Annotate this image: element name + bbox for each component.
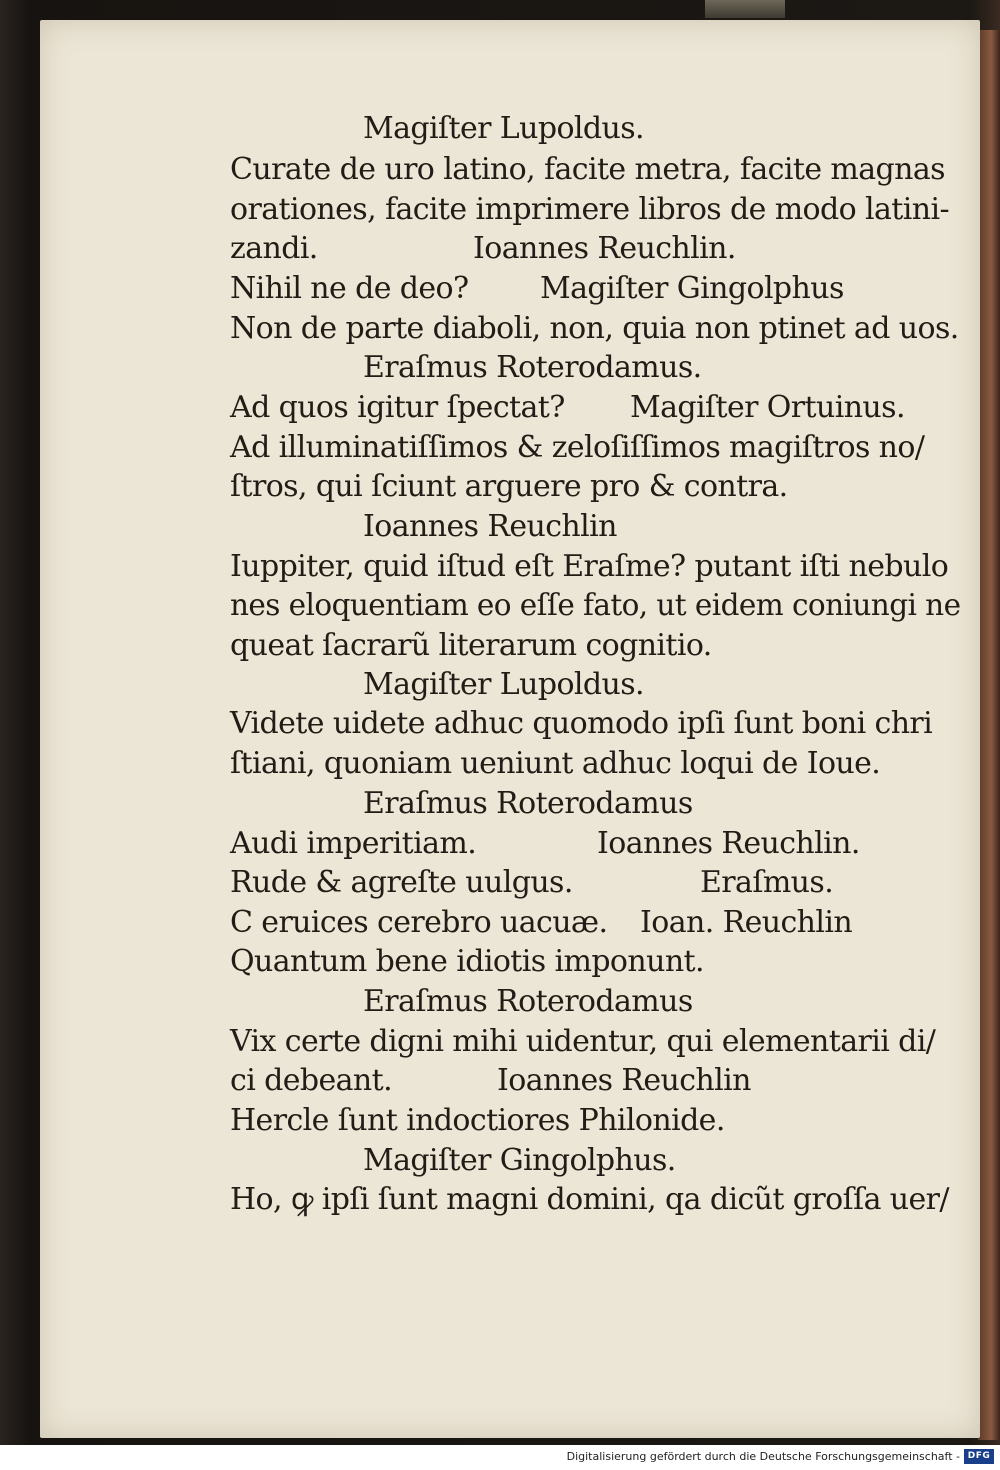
speaker-heading: Eraſmus.: [700, 865, 834, 900]
text-line: Non de parte diaboli, non, quia non ptinet ad uos.: [230, 311, 959, 346]
book-page: [40, 20, 980, 1438]
text-line: Ho, ꝙ ipſi ſunt magni domini, qa dicũt groſſa uer/: [230, 1182, 949, 1217]
text-line: Rude & agreſte uulgus.: [230, 865, 573, 900]
text-line: ſtiani, quoniam ueniunt adhuc loqui de Ioue.: [230, 746, 881, 781]
text-line: Vix certe digni mihi uidentur, qui elementarii di/: [230, 1024, 936, 1059]
speaker-heading: Eraſmus Roterodamus: [363, 984, 693, 1019]
text-line: zandi.: [230, 231, 318, 266]
speaker-heading: Ioannes Reuchlin: [363, 509, 617, 544]
text-line: queat ſacrarũ literarum cognitio.: [230, 628, 712, 663]
text-line: Ad quos igitur ſpectat?: [230, 390, 565, 425]
text-line: nes eloquentiam eo eſſe fato, ut eidem coniungi ne: [230, 588, 961, 623]
binding-strip: [705, 0, 785, 18]
speaker-heading: Ioannes Reuchlin.: [597, 826, 860, 861]
speaker-heading: Magiſter Ortuinus.: [630, 390, 905, 425]
text-line: ſtros, qui ſciunt arguere pro & contra.: [230, 469, 788, 504]
page-edge: [978, 30, 1000, 1440]
text-line: Ad illuminatiſſimos & zeloſiſſimos magiſtros no/: [230, 430, 925, 465]
dfg-logo: DFG: [964, 1449, 994, 1464]
speaker-heading: Eraſmus Roterodamus: [363, 786, 693, 821]
footer-credit: Digitalisierung gefördert durch die Deutsche Forschungsgemeinschaft -: [566, 1450, 960, 1463]
text-line: Audi imperitiam.: [230, 826, 477, 861]
text-line: Videte uidete adhuc quomodo ipſi ſunt boni chri: [230, 706, 933, 741]
text-line: Iuppiter, quid iſtud eſt Eraſme? putant iſti nebulo: [230, 549, 949, 584]
text-line: orationes, facite imprimere libros de modo latini-: [230, 192, 950, 227]
speaker-heading: Magiſter Lupoldus.: [363, 667, 644, 702]
speaker-heading: Magiſter Lupoldus.: [363, 111, 644, 146]
speaker-heading: Eraſmus Roterodamus.: [363, 350, 702, 385]
text-line: C eruices cerebro uacuæ.: [230, 905, 608, 940]
text-line: Quantum bene idiotis imponunt.: [230, 944, 704, 979]
text-line: ci debeant.: [230, 1063, 393, 1098]
text-line: Nihil ne de deo?: [230, 271, 469, 306]
speaker-heading: Magiſter Gingolphus.: [363, 1143, 676, 1178]
speaker-heading: Ioannes Reuchlin.: [473, 231, 736, 266]
text-line: Hercle ſunt indoctiores Philonide.: [230, 1103, 725, 1138]
speaker-heading: Ioan. Reuchlin: [640, 905, 853, 940]
footer-bar: [0, 1445, 1000, 1470]
speaker-heading: Magiſter Gingolphus: [540, 271, 844, 306]
text-line: Curate de uro latino, facite metra, facite magnas: [230, 152, 945, 187]
speaker-heading: Ioannes Reuchlin: [497, 1063, 751, 1098]
